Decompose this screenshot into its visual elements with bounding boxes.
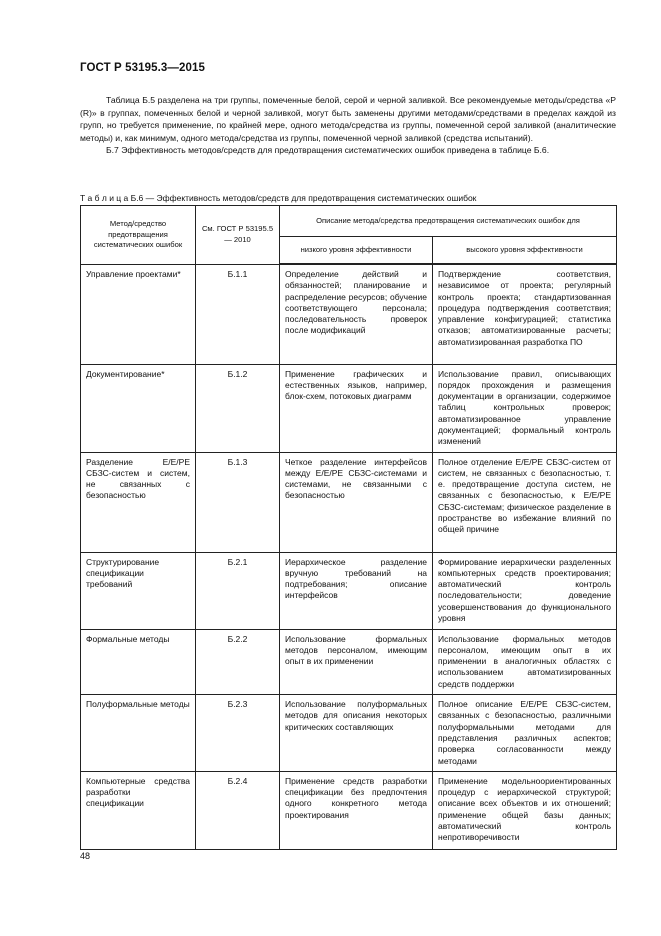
method-text: Разделение Е/Е/РЕ СБЗС-систем и систем, не связанных с безопасностью: [86, 456, 190, 501]
low-efficiency-cell: Использование формальных методов персоналом, имеющим опыт в их применении: [280, 629, 433, 694]
high-efficiency-cell: Применение модельноориентированных процедур с иерархической структурой; описание всех объектов и их отношений; применение общей базы данных; автоматический контроль непротиворечивости: [433, 771, 617, 849]
reference-cell: Б.1.2: [196, 364, 280, 452]
method-cell: [81, 452, 196, 552]
table-row: [81, 771, 617, 849]
reference-cell: Б.2.2: [196, 629, 280, 694]
low-efficiency-cell: Определение действий и обязанностей; планирование и распределение ресурсов; обучение соответствующего персонала; последовательность проверок после модификаций: [280, 264, 433, 364]
page-number: 48: [80, 851, 91, 861]
high-efficiency-cell: Полное отделение Е/Е/РЕ СБЗС-систем от систем, не связанных с безопасностью, т. е. предотвращение доступа систем, не связанных с безопасностью, к Е/Е/РЕ СБЗС-системам; физическое разделение в пространстве во избежание влияний по общей причине: [433, 452, 617, 552]
intro-paragraph-1: Таблица Б.5 разделена на три группы, помеченные белой, серой и черной заливкой. Все рекомендуемые методы/средства «Р (R)» в группах, помеченных белой и черной заливкой, могут быть заменены другими методами/средствами в пределах каждой из групп, но требуется применение, по крайней мере, одного метода/средства из группы, помеченной серой заливкой (аналитические методы) и, как минимум, одного метода/средства из группы, помеченной черной заливкой (средства испытаний).: [80, 95, 616, 143]
reference-cell: Б.1.1: [196, 264, 280, 364]
table-row: [81, 364, 617, 452]
header-reference: См. ГОСТ Р 53195.5— 2010: [196, 206, 280, 265]
high-efficiency-cell: Формирование иерархически разделенных компьютерных средств проектирования; автоматический контроль последовательности; доведение усовершенствования до функционального уровня: [433, 552, 617, 629]
intro-paragraph-2: Б.7 Эффективность методов/средств для предотвращения систематических ошибок приведена в таблице Б.6.: [106, 145, 550, 156]
table-caption: Т а б л и ц а Б.6 — Эффективность методов/средств для предотвращения систематических ошибок: [80, 193, 477, 203]
header-high-efficiency: высокого уровня эффективности: [433, 237, 617, 265]
low-efficiency-cell: Использование полуформальных методов для описания некоторых критических составляющих: [280, 695, 433, 772]
method-cell: Документирование*: [81, 364, 196, 452]
header-low-efficiency: низкого уровня эффективности: [280, 237, 433, 265]
reference-cell: Б.2.1: [196, 552, 280, 629]
high-efficiency-cell: Использование правил, описывающих порядок прохождения и размещения документации в организации, содержимое таблиц контрольных проверок; автоматизированное управление документацией; формальный контроль изменений: [433, 364, 617, 452]
reference-cell: Б.1.3: [196, 452, 280, 552]
intro-text: [80, 94, 616, 157]
table-row: [81, 552, 617, 629]
document-code-header: ГОСТ Р 53195.3—2015: [80, 62, 205, 74]
table-row: [81, 629, 617, 694]
method-cell: Полуформальные методы: [81, 695, 196, 772]
high-efficiency-cell: Полное описание Е/Е/РЕ СБЗС-систем, связанных с безопасностью, различными полуформальными методами для представления различных аспектов; проверка согласованности между методами: [433, 695, 617, 772]
low-efficiency-cell: Применение графических и естественных языков, например, блок-схем, потоковых диаграмм: [280, 364, 433, 452]
high-efficiency-cell: Подтверждение соответствия, независимое от проекта; регулярный контроль проекта; стандартизованная процедура подтверждения соответствия; управление конфигурацией; статистика отказов; автоматизированные расчеты; автоматизированная разработка ПО: [433, 264, 617, 364]
table-row: [81, 452, 617, 552]
low-efficiency-cell: Иерархическое разделение вручную требований на подтребования; описание интерфейсов: [280, 552, 433, 629]
methods-efficiency-table: [80, 205, 617, 850]
method-cell: Формальные методы: [81, 629, 196, 694]
reference-cell: Б.2.3: [196, 695, 280, 772]
method-cell: Структурирование спецификации требований: [81, 552, 196, 629]
header-description: Описание метода/средства предотвращения систематических ошибок для: [280, 206, 617, 237]
low-efficiency-cell: Четкое разделение интерфейсов между Е/Е/РЕ СБЗС-системами и системами, не связанными с безопасностью: [280, 452, 433, 552]
low-efficiency-cell: Применение средств разработки спецификации без предпочтения одного конкретного метода проектирования: [280, 771, 433, 849]
high-efficiency-cell: Использование формальных методов персоналом, имеющим опыт в их применении в аналогичных областях с использованием автоматизированных средств поддержки: [433, 629, 617, 694]
method-cell: Управление проектами*: [81, 264, 196, 364]
reference-cell: Б.2.4: [196, 771, 280, 849]
table-row: [81, 695, 617, 772]
table-row: [81, 264, 617, 364]
header-method: Метод/средство предотвращения систематических ошибок: [81, 206, 196, 265]
method-cell: Компьютерные средства разработки спецификации: [81, 771, 196, 849]
